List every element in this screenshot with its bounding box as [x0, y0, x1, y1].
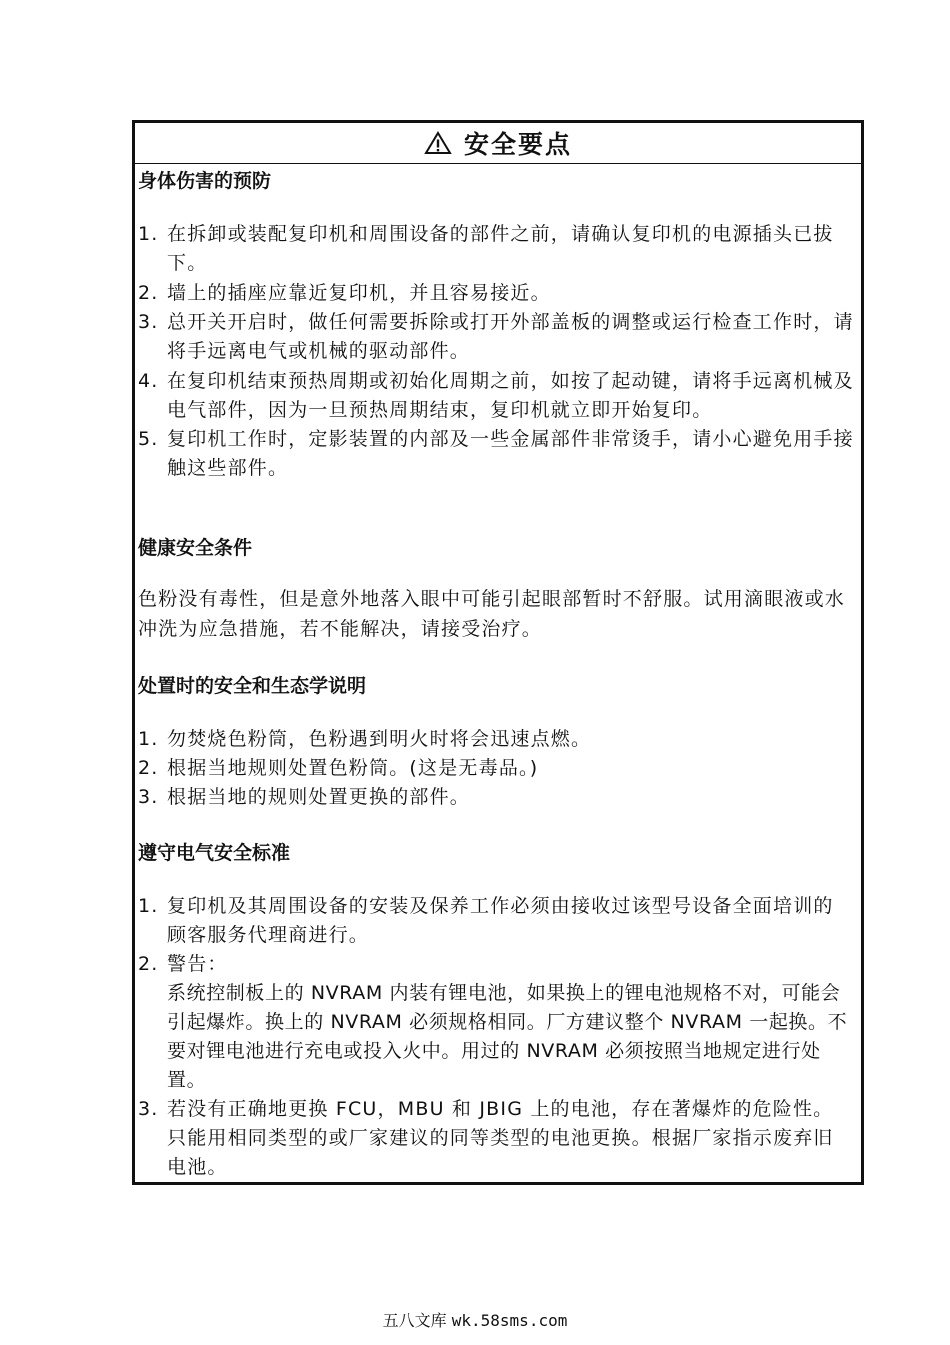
item-number: 3. [138, 1098, 159, 1120]
footer-watermark [0, 1308, 950, 1331]
item-text: 根据当地规则处置色粉筒。(这是无毒品。) [167, 757, 539, 779]
list-item [138, 783, 858, 812]
list-item [138, 1095, 843, 1182]
list-item [138, 367, 858, 425]
list-item [138, 754, 858, 783]
item-number: 3. [138, 786, 159, 808]
list-item [138, 950, 858, 1095]
item-number: 2. [138, 953, 159, 975]
warning-text: 系统控制板上的 NVRAM 内装有锂电池，如果换上的锂电池规格不对，可能会引起爆炸。换上的 NVRAM 必须规格相同。厂方建议整个 NVRAM 一起换。不要对锂电池进行充电或投入火中。用过的 NVRAM 必须按照当地规定进行处置。 [167, 982, 848, 1091]
item-text: 在复印机结束预热周期或初始化周期之前，如按了起动键，请将手远离机械及电气部件，因为一旦预热周期结束，复印机就立即开始复印。 [167, 370, 854, 421]
section-heading: 身体伤害的预防 [138, 170, 272, 192]
list-item [138, 308, 858, 366]
item-text: 警告： [167, 953, 228, 975]
footer-site: wk.58sms.com [451, 1311, 568, 1330]
item-text: 总开关开启时，做任何需要拆除或打开外部盖板的调整或运行检查工作时，请将手远离电气或机械的驱动部件。 [167, 311, 854, 362]
item-text: 复印机工作时，定影装置的内部及一些金属部件非常烫手，请小心避免用手接触这些部件。 [167, 428, 854, 479]
section-heading: 健康安全条件 [138, 537, 253, 559]
list-item [138, 725, 858, 754]
item-text: 在拆卸或装配复印机和周围设备的部件之前，请确认复印机的电源插头已拔下。 [167, 223, 834, 274]
section-heading: 处置时的安全和生态学说明 [138, 675, 367, 697]
list-item [138, 220, 858, 278]
item-number: 5. [138, 428, 159, 450]
section-heading: 遵守电气安全标准 [138, 842, 291, 864]
list-item [138, 279, 858, 308]
item-text: 若没有正确地更换 FCU，MBU 和 JBIG 上的电池，存在著爆炸的危险性。只能用相同类型的或厂家建议的同等类型的电池更换。根据厂家指示废弃旧电池。 [167, 1098, 834, 1178]
footer-brand: 五八文库 [382, 1311, 447, 1330]
section-paragraph: 色粉没有毒性，但是意外地落入眼中可能引起眼部暂时不舒服。试用滴眼液或水冲洗为应急措施，若不能解决，请接受治疗。 [138, 588, 846, 640]
warning-icon [424, 131, 452, 155]
item-number: 4. [138, 370, 159, 392]
item-number: 1. [138, 895, 159, 917]
item-number: 2. [138, 282, 159, 304]
item-text: 复印机及其周围设备的安装及保养工作必须由接收过该型号设备全面培训的顾客服务代理商进行。 [167, 895, 834, 946]
item-number: 2. [138, 757, 159, 779]
title-row [135, 123, 861, 164]
item-text: 根据当地的规则处置更换的部件。 [167, 786, 471, 808]
item-number: 3. [138, 311, 159, 333]
safety-box [132, 120, 864, 1185]
item-number: 1. [138, 728, 159, 750]
page-title: 安全要点 [463, 130, 572, 159]
item-text: 勿焚烧色粉筒，色粉遇到明火时将会迅速点燃。 [167, 728, 592, 750]
item-text: 墙上的插座应靠近复印机，并且容易接近。 [167, 282, 551, 304]
list-item [138, 425, 858, 483]
list-item [138, 892, 838, 950]
item-number: 1. [138, 223, 159, 245]
